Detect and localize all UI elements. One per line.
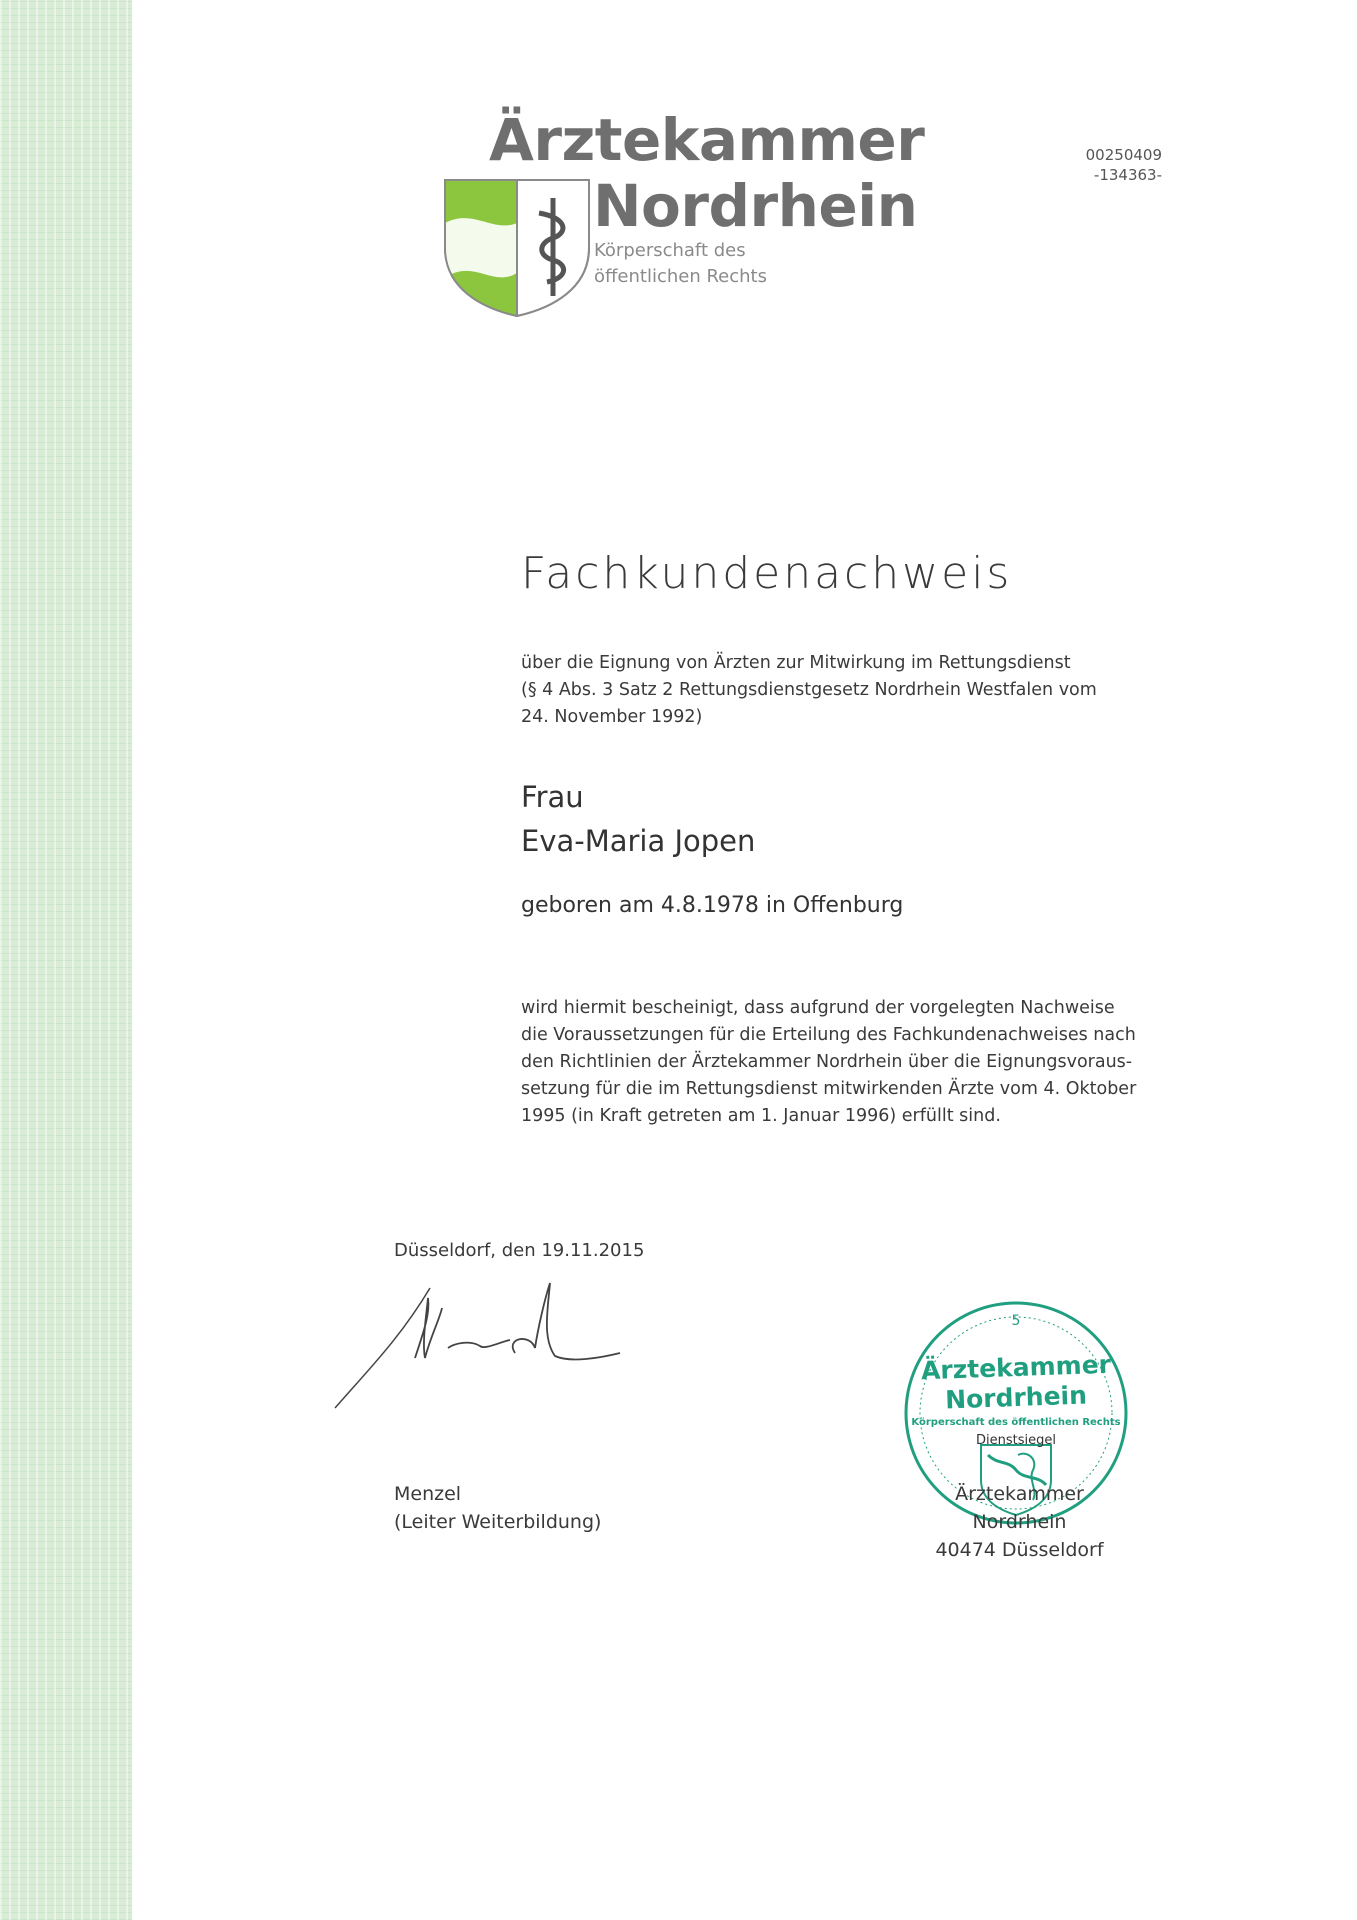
stamp-line1: Ärztekammer <box>920 1349 1112 1386</box>
body-line: 1995 (in Kraft getreten am 1. Januar 1996) erfüllt sind. <box>521 1106 1001 1126</box>
document-title: Fachkundenachweis <box>521 548 1013 599</box>
reference-line1: 00250409 <box>1085 146 1162 164</box>
body-line: setzung für die im Rettungsdienst mitwirkenden Ärzte vom 4. Oktober <box>521 1079 1137 1099</box>
intro-paragraph <box>521 650 1201 731</box>
signer-name: Menzel <box>394 1483 462 1505</box>
shield-caduceus-icon <box>443 178 591 318</box>
reference-line2: -134363- <box>1093 166 1162 184</box>
logo-title-line1: Ärztekammer <box>489 106 925 174</box>
logo-subtitle-line1: Körperschaft des <box>594 240 746 261</box>
body-line: wird hiermit bescheinigt, dass aufgrund der vorgelegten Nachweise <box>521 998 1115 1018</box>
stamp-line3: Körperschaft des öffentlichen Rechts <box>911 1417 1121 1428</box>
recipient-name: Eva-Maria Jopen <box>521 824 756 858</box>
signer-block <box>394 1480 601 1536</box>
intro-line: 24. November 1992) <box>521 707 703 727</box>
recipient-block <box>521 775 1201 863</box>
intro-line: über die Eignung von Ärzten zur Mitwirkung im Rettungsdienst <box>521 653 1071 673</box>
stamp-line2: Nordrhein <box>944 1380 1088 1415</box>
intro-line: (§ 4 Abs. 3 Satz 2 Rettungsdienstgesetz Nordrhein Westfalen vom <box>521 680 1097 700</box>
stamp-label: Dienstsiegel <box>976 1433 1056 1448</box>
stamp-number: 5 <box>1011 1313 1021 1329</box>
issuer-line2: 40474 Düsseldorf <box>935 1539 1104 1561</box>
body-line: die Voraussetzungen für die Erteilung des Fachkundenachweises nach <box>521 1025 1136 1045</box>
logo-subtitle <box>594 238 767 290</box>
handwritten-signature <box>330 1268 690 1438</box>
logo-title-line2: Nordrhein <box>593 172 918 240</box>
issuer-line1: Ärztekammer Nordrhein <box>955 1483 1084 1533</box>
signer-role: (Leiter Weiterbildung) <box>394 1511 602 1533</box>
security-border-strip <box>0 0 132 1920</box>
recipient-salutation: Frau <box>521 780 584 814</box>
certification-paragraph <box>521 995 1161 1130</box>
body-line: den Richtlinien der Ärztekammer Nordrhein über die Eignungsvoraus- <box>521 1052 1133 1072</box>
birth-info: geboren am 4.8.1978 in Offenburg <box>521 893 904 918</box>
reference-number <box>1086 145 1162 185</box>
place-and-date: Düsseldorf, den 19.11.2015 <box>394 1240 645 1261</box>
logo-subtitle-line2: öffentlichen Rechts <box>594 266 767 287</box>
issuer-block <box>912 1480 1127 1564</box>
aerztekammer-logo <box>443 98 925 318</box>
